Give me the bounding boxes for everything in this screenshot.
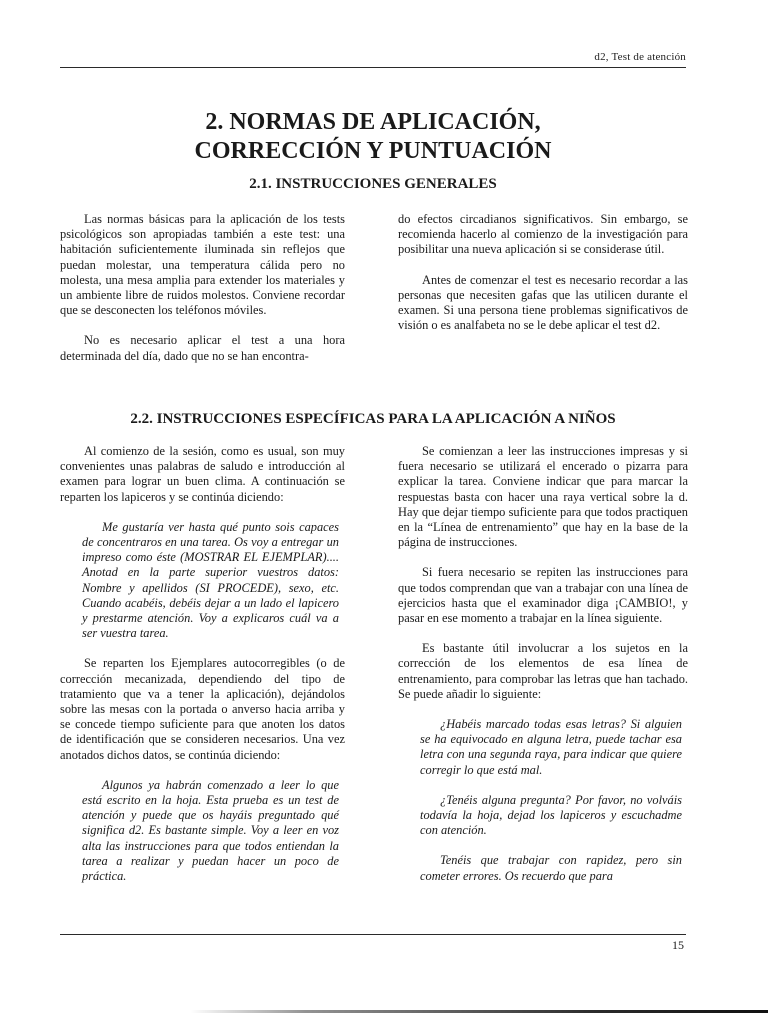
page-number: 15 [672, 938, 684, 952]
quoted-instruction: ¿Tenéis alguna pregunta? Por favor, no volváis todavía la hoja, dejad los lapiceros y escuchadme con atención. [420, 792, 682, 838]
footer-rule [60, 934, 686, 935]
scan-edge-shadow [190, 1010, 768, 1013]
quoted-instruction: Algunos ya habrán comenzado a leer lo que está escrito en la hoja. Esta prueba es un test de atención y puede que os hayáis preguntado qué significa d2. Es bastante simple. Voy a leer en voz alta las instrucciones para que todos entiendan la tarea a realizar y puedan hacer un poco de práctica. [82, 777, 339, 884]
running-header: d2, Test de atención [594, 51, 686, 63]
header-rule [60, 67, 686, 68]
paragraph: Se comienzan a leer las instrucciones impresas y si fuera necesario se utilizará el encerado o pizarra para explicar la tarea. Conviene indicar que para marcar la respuestas basta con hacer una raya vertical sobre la d. Hay que dejar tiempo suficiente para que todos practiquen en la “Línea de entrenamiento” que hay en la base de la página de instrucciones. [398, 444, 688, 550]
section1-right-column [398, 212, 688, 348]
paragraph: Es bastante útil involucrar a los sujetos en la corrección de los elementos de esa línea de entrenamiento, para comprobar las letras que han tachado. Se puede añadir lo siguiente: [398, 641, 688, 701]
paragraph: Antes de comenzar el test es necesario recordar a las personas que necesiten gafas que las utilicen durante el examen. Si una persona tiene problemas significativos de visión o es analfabeta no se le debe aplicar el test d2. [398, 272, 688, 333]
paragraph: Se reparten los Ejemplares autocorregibles (o de corrección mecanizada, dependiendo del tipo de tratamiento que va a tener la aplicación), dejándolos sobre las mesas con la portada o anverso hacia arriba y se concede tiempo suficiente para que anoten los datos de identificación que se consideren necesarios. Una vez anotados dichos datos, se continúa diciendo: [60, 656, 345, 762]
paragraph: Si fuera necesario se repiten las instrucciones para que todos comprendan que van a trabajar con una línea de ejercicios hasta que el examinador diga ¡CAMBIO!, y pasar en ese momento a trabajar en la línea siguiente. [398, 565, 688, 626]
section2-left-column [60, 444, 345, 899]
paragraph: do efectos circadianos significativos. Sin embargo, se recomienda hacerlo al comienzo de la investigación para posibilitar una nueva aplicación si se considerase útil. [398, 212, 688, 257]
chapter-title-line-1: 2. NORMAS DE APLICACIÓN, [205, 109, 541, 135]
paragraph: Al comienzo de la sesión, como es usual, son muy convenientes unas palabras de saludo e introducción al examen para lograr un buen clima. A continuación se reparten los lapiceros y se continúa diciendo: [60, 444, 345, 504]
chapter-title-line-2: CORRECCIÓN Y PUNTUACIÓN [194, 138, 552, 164]
section1-left-column [60, 212, 345, 379]
paragraph: Las normas básicas para la aplicación de los tests psicológicos son apropiadas también a este test: una habitación suficientemente iluminada sin reflejos que puedan molestar, una temperatura cálida pero no molesta, una mesa amplia para extender los materiales y un ambiente libre de ruidos molestos. Conviene recordar que se desconecten los teléfonos móviles. [60, 212, 345, 318]
section-heading-specific: 2.2. INSTRUCCIONES ESPECÍFICAS PARA LA APLICACIÓN A NIÑOS [130, 411, 616, 427]
section-heading-general: 2.1. INSTRUCCIONES GENERALES [249, 176, 497, 192]
chapter-title [60, 108, 686, 166]
section2-right-column [398, 444, 688, 899]
quoted-instruction: ¿Habéis marcado todas esas letras? Si alguien se ha equivocado en alguna letra, puede tachar esa letra con una segunda raya, para indicar que quiere corregir lo que está mal. [420, 717, 682, 777]
quoted-instruction: Tenéis que trabajar con rapidez, pero sin cometer errores. Os recuerdo que para [420, 853, 682, 883]
paragraph: No es necesario aplicar el test a una hora determinada del día, dado que no se han encontra- [60, 333, 345, 363]
quoted-instruction: Me gustaría ver hasta qué punto sois capaces de concentraros en una tarea. Os voy a entregar un impreso como éste (MOSTRAR EL EJEMPLAR).... Anotad en la parte superior vuestros datos: Nombre y apellidos (SI PROCEDE), sexo, etc. Cuando acabéis, debéis dejar a un lado el lapicero y prestarme atención. Voy a explicaros cuál va a ser vuestra tarea. [82, 519, 339, 641]
